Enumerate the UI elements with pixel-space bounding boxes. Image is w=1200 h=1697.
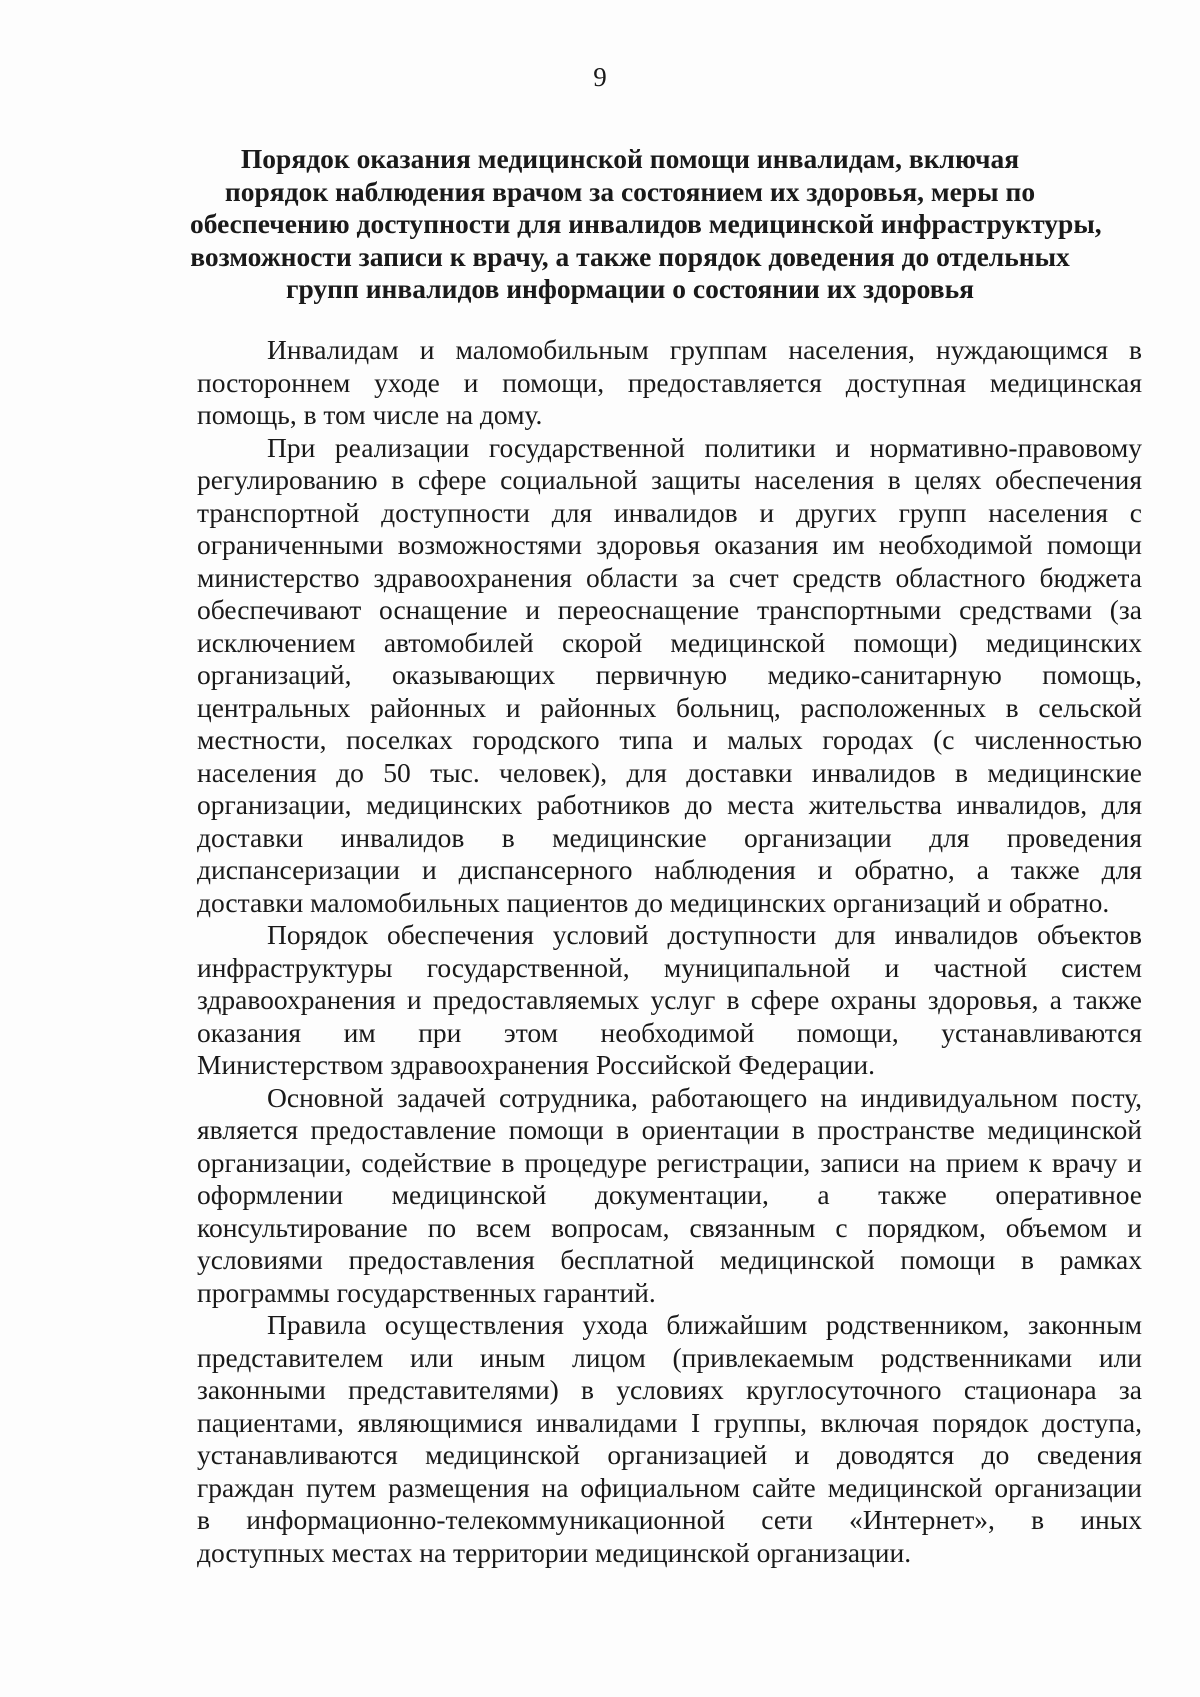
paragraph-individual-post (197, 1082, 1142, 1310)
text-line: является предоставление помощи в ориентации в пространстве медицинской (197, 1114, 1142, 1145)
text-line: организации, содействие в процедуре регистрации, записи на прием к врачу и (197, 1146, 1142, 1178)
text-line: постороннем уходе и помощи, предоставляется доступная медицинская (197, 366, 1142, 398)
text-line: организаций, оказывающих первичную медико-санитарную помощь, (197, 659, 1142, 690)
text-line: обеспечивают оснащение и переоснащение транспортными средствами (за (197, 594, 1142, 625)
text-line: Инвалидам и маломобильным группам населения, нуждающимся в (267, 334, 1142, 365)
text-line: исключением автомобилей скорой медицинской помощи) медицинских (197, 626, 1142, 658)
text-line: Основной задачей сотрудника, работающего на индивидуальном посту, (267, 1081, 1142, 1113)
document-title (190, 143, 1102, 306)
text-line: министерство здравоохранения области за счет средств областного бюджета (197, 561, 1142, 593)
page-number: 9 (593, 62, 607, 92)
text-line: диспансеризации и диспансерного наблюдения и обратно, а также для (197, 854, 1142, 885)
paragraph-transport-accessibility (197, 432, 1142, 920)
document-body (197, 334, 1142, 1569)
text-line: населения до 50 тыс. человек), для доставки инвалидов в медицинские (197, 756, 1142, 788)
title-line: Порядок оказания медицинской помощи инвалидам, включая (240, 143, 1020, 174)
text-line: в информационно-телекоммуникационной сети «Интернет», в иных (197, 1504, 1142, 1535)
text-line: организации, медицинских работников до места жительства инвалидов, для (197, 789, 1142, 820)
text-line: местности, поселках городского типа и малых городах (с численностью (197, 724, 1142, 755)
paragraph-home-care (197, 334, 1142, 432)
paragraph-infrastructure-accessibility (197, 919, 1142, 1082)
text-line: центральных районных и районных больниц, расположенных в сельской (197, 691, 1142, 723)
text-line: регулированию в сфере социальной защиты населения в целях обеспечения (197, 464, 1142, 495)
text-line: пациентами, являющимися инвалидами I группы, включая порядок доступа, (197, 1406, 1142, 1438)
title-line: обеспечению доступности для инвалидов медицинской инфраструктуры, (190, 208, 1102, 239)
text-line: Правила осуществления ухода ближайшим родственником, законным (267, 1309, 1142, 1340)
text-line: доставки инвалидов в медицинские организации для проведения (197, 821, 1142, 853)
text-line: условиями предоставления бесплатной медицинской помощи в рамках (197, 1244, 1142, 1275)
text-line: оказания им при этом необходимой помощи, устанавливаются (197, 1016, 1142, 1048)
paragraph-care-rules (197, 1309, 1142, 1569)
text-line: доступных местах на территории медицинской организации. (197, 1536, 912, 1568)
text-line: Министерством здравоохранения Российской Федерации. (197, 1049, 875, 1080)
text-line: устанавливаются медицинской организацией и доводятся до сведения (197, 1439, 1142, 1470)
title-line: возможности записи к врачу, а также порядок доведения до отдельных (190, 240, 1070, 272)
text-line: оформлении медицинской документации, а также оперативное (197, 1179, 1142, 1210)
title-line: групп инвалидов информации о состоянии их здоровья (285, 273, 975, 304)
title-line: порядок наблюдения врачом за состоянием их здоровья, меры по (224, 175, 1036, 207)
text-line: консультирование по всем вопросам, связанным с порядком, объемом и (197, 1211, 1142, 1243)
text-line: транспортной доступности для инвалидов и других групп населения с (197, 496, 1142, 528)
text-line: программы государственных гарантий. (197, 1276, 656, 1308)
text-line: При реализации государственной политики и нормативно-правовому (267, 431, 1142, 463)
text-line: доставки маломобильных пациентов до медицинских организаций и обратно. (197, 886, 1110, 918)
text-line: Порядок обеспечения условий доступности для инвалидов объектов (267, 919, 1142, 950)
text-line: граждан путем размещения на официальном сайте медицинской организации (197, 1471, 1142, 1503)
text-line: помощь, в том числе на дому. (197, 399, 543, 430)
text-line: законными представителями) в условиях круглосуточного стационара за (197, 1374, 1142, 1405)
text-line: представителем или иным лицом (привлекаемым родственниками или (197, 1341, 1142, 1373)
text-line: ограниченными возможностями здоровья оказания им необходимой помощи (197, 529, 1142, 560)
text-line: инфраструктуры государственной, муниципальной и частной систем (197, 951, 1142, 983)
text-line: здравоохранения и предоставляемых услуг в сфере охраны здоровья, а также (197, 984, 1142, 1015)
